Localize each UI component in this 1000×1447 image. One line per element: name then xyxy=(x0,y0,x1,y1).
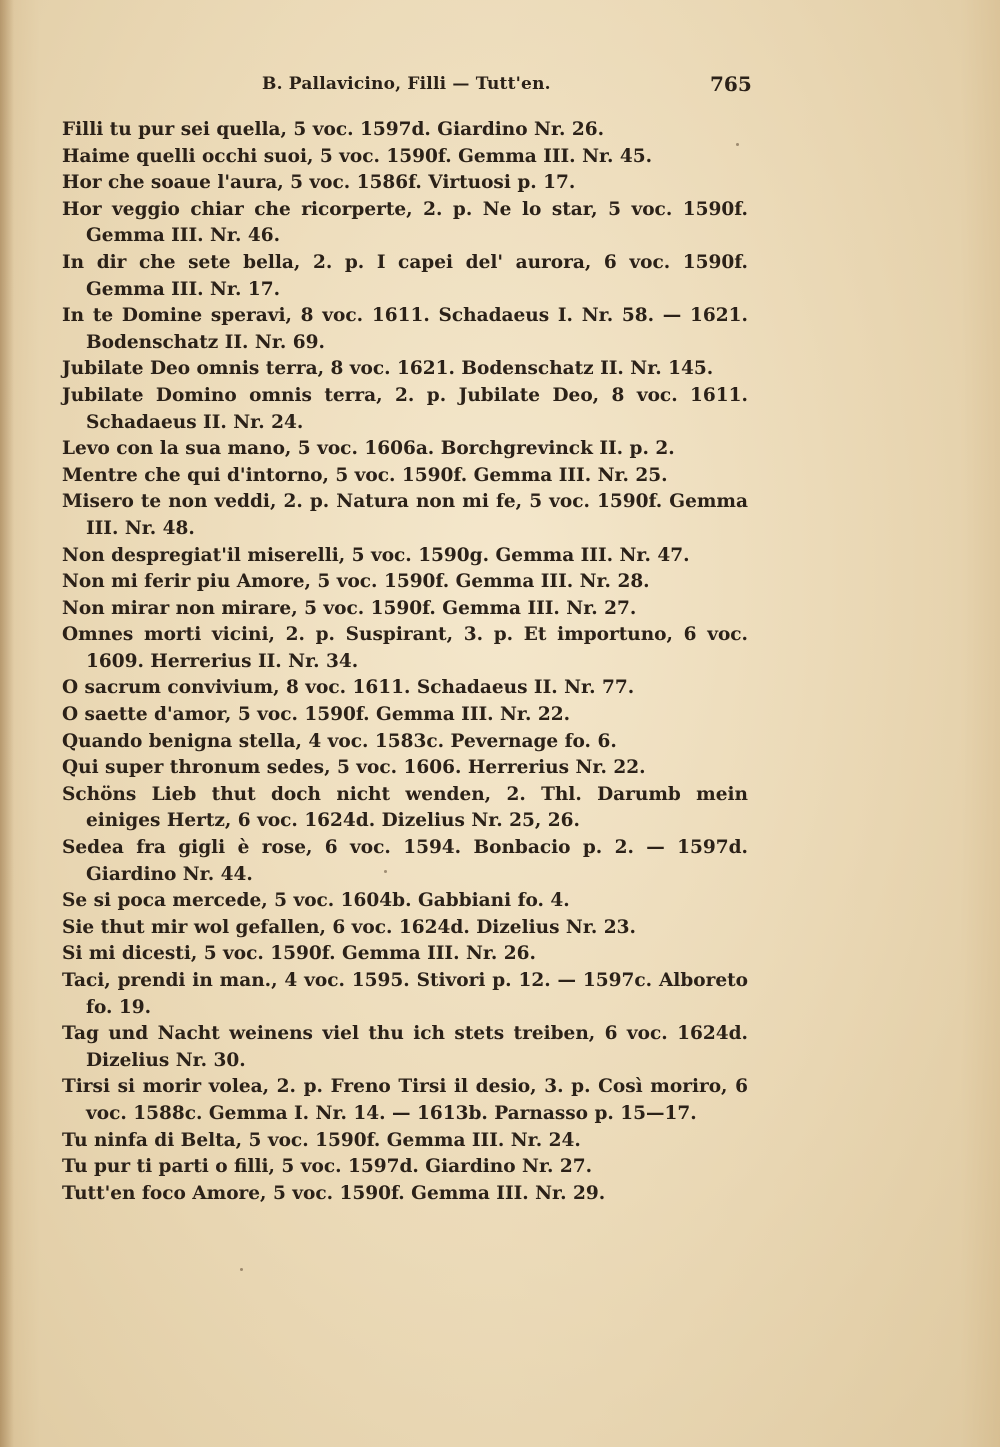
index-entry: Jubilate Deo omnis terra, 8 voc. 1621. Bodenschatz II. Nr. 145. xyxy=(62,358,714,380)
index-entry: Sie thut mir wol gefallen, 6 voc. 1624d. Dizelius Nr. 23. xyxy=(62,916,636,938)
running-title: B. Pallavicino, Filli — Tutt'en. xyxy=(262,74,551,94)
index-entry: O saette d'amor, 5 voc. 1590f. Gemma III. Nr. 22. xyxy=(62,704,571,726)
index-entry: Omnes morti vicini, 2. p. Suspirant, 3. p. Et importuno, 6 voc. 1609. Herrerius II. Nr. 34. xyxy=(62,624,748,672)
index-entry: Non mirar non mirare, 5 voc. 1590f. Gemma III. Nr. 27. xyxy=(62,597,637,619)
index-entry: Hor veggio chiar che ricorperte, 2. p. Ne lo star, 5 voc. 1590f. Gemma III. Nr. 46. xyxy=(62,198,748,247)
paper-speck xyxy=(384,870,387,873)
index-entry: In te Domine speravi, 8 voc. 1611. Schadaeus I. Nr. 58. — 1621. Bodenschatz II. Nr. 69. xyxy=(62,305,748,353)
index-entry: Quando benigna stella, 4 voc. 1583c. Pevernage fo. 6. xyxy=(62,730,617,752)
index-entry: Levo con la sua mano, 5 voc. 1606a. Borchgrevinck II. p. 2. xyxy=(62,438,675,460)
index-entry-list xyxy=(62,117,748,1207)
index-entry: Schöns Lieb thut doch nicht wenden, 2. Thl. Darumb mein einiges Hertz, 6 voc. 1624d. Dizelius Nr. 25, 26. xyxy=(62,783,748,832)
index-entry: Jubilate Domino omnis terra, 2. p. Jubilate Deo, 8 voc. 1611. Schadaeus II. Nr. 24. xyxy=(62,384,748,433)
index-entry: Filli tu pur sei quella, 5 voc. 1597d. Giardino Nr. 26. xyxy=(62,119,605,140)
index-entry: Sedea fra gigli è rose, 6 voc. 1594. Bonbacio p. 2. — 1597d. Giardino Nr. 44. xyxy=(62,837,748,885)
paper-speck xyxy=(736,143,739,146)
index-entry: In dir che sete bella, 2. p. I capei del' aurora, 6 voc. 1590f. Gemma III. Nr. 17. xyxy=(62,251,748,300)
index-entry: Misero te non veddi, 2. p. Natura non mi fe, 5 voc. 1590f. Gemma III. Nr. 48. xyxy=(62,491,748,539)
page-gutter-shadow xyxy=(0,0,14,1447)
paper-speck xyxy=(240,1268,243,1271)
index-entry: Tutt'en foco Amore, 5 voc. 1590f. Gemma III. Nr. 29. xyxy=(62,1182,606,1204)
index-entry: Hor che soaue l'aura, 5 voc. 1586f. Virtuosi p. 17. xyxy=(62,172,576,194)
index-entry: O sacrum convivium, 8 voc. 1611. Schadaeus II. Nr. 77. xyxy=(62,677,635,699)
page-number: 765 xyxy=(710,72,752,96)
index-entry: Taci, prendi in man., 4 voc. 1595. Stivori p. 12. — 1597c. Alboreto fo. 19. xyxy=(62,970,748,1018)
index-entry: Non mi ferir piu Amore, 5 voc. 1590f. Gemma III. Nr. 28. xyxy=(62,571,650,593)
index-entry: Non despregiat'il miserelli, 5 voc. 1590g. Gemma III. Nr. 47. xyxy=(62,544,690,566)
index-entry: Se si poca mercede, 5 voc. 1604b. Gabbiani fo. 4. xyxy=(62,890,570,912)
index-entry: Tag und Nacht weinens viel thu ich stets treiben, 6 voc. 1624d. Dizelius Nr. 30. xyxy=(62,1023,748,1071)
index-entry: Tu ninfa di Belta, 5 voc. 1590f. Gemma III. Nr. 24. xyxy=(62,1129,581,1151)
index-entry: Tu pur ti parti o filli, 5 voc. 1597d. Giardino Nr. 27. xyxy=(62,1156,593,1178)
index-entry: Si mi dicesti, 5 voc. 1590f. Gemma III. Nr. 26. xyxy=(62,943,536,965)
running-header xyxy=(0,74,1000,98)
index-entry: Mentre che qui d'intorno, 5 voc. 1590f. Gemma III. Nr. 25. xyxy=(62,464,668,486)
index-entry: Haime quelli occhi suoi, 5 voc. 1590f. Gemma III. Nr. 45. xyxy=(62,145,653,167)
index-entry: Tirsi si morir volea, 2. p. Freno Tirsi il desio, 3. p. Così moriro, 6 voc. 1588c. Gemma I. Nr. 14. — 1613b. Parnasso p. 15—17. xyxy=(62,1076,748,1124)
index-entry: Qui super thronum sedes, 5 voc. 1606. Herrerius Nr. 22. xyxy=(62,757,646,779)
